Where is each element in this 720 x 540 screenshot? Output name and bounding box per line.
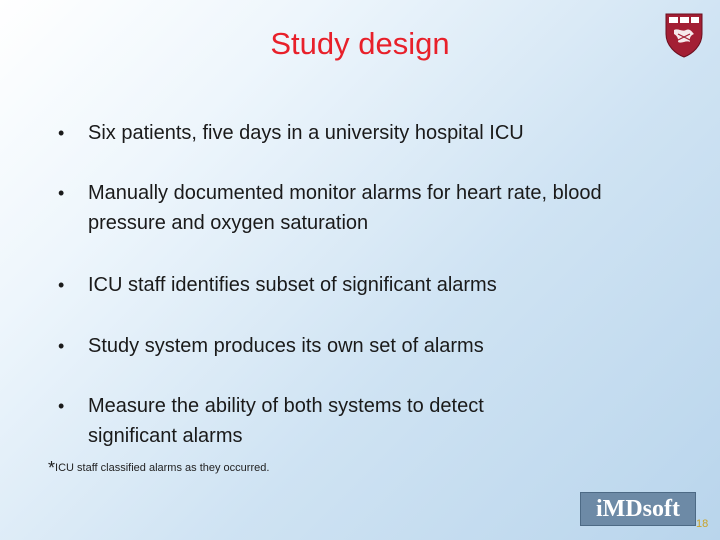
bullet-item xyxy=(58,391,578,451)
imdsoft-logo: iMDsoft xyxy=(580,492,696,526)
harvard-shield-icon xyxy=(664,12,704,58)
bullet-text: Study system produces its own set of alarms xyxy=(88,335,484,357)
footnote xyxy=(48,458,270,478)
bullet-marker: • xyxy=(58,123,65,143)
bullet-text: Manually documented monitor alarms for heart rate, blood pressure and oxygen saturation xyxy=(88,182,602,234)
bullet-marker: • xyxy=(58,275,65,295)
bullet-item xyxy=(58,270,668,300)
page-number: 18 xyxy=(696,518,709,530)
footnote-text: ICU staff classified alarms as they occurred. xyxy=(55,462,270,474)
bullet-item xyxy=(58,118,668,148)
bullet-marker: • xyxy=(58,336,65,356)
footnote-star: * xyxy=(48,458,56,478)
bullet-marker: • xyxy=(58,396,65,416)
bullet-text: ICU staff identifies subset of significant alarms xyxy=(88,274,497,296)
bullet-item xyxy=(58,178,648,238)
bullet-marker: • xyxy=(58,183,65,203)
bullet-text: Measure the ability of both systems to detect significant alarms xyxy=(88,395,484,447)
bullet-item xyxy=(58,331,668,361)
slide-title: Study design xyxy=(270,26,450,61)
bullet-text: Six patients, five days in a university hospital ICU xyxy=(88,122,524,144)
